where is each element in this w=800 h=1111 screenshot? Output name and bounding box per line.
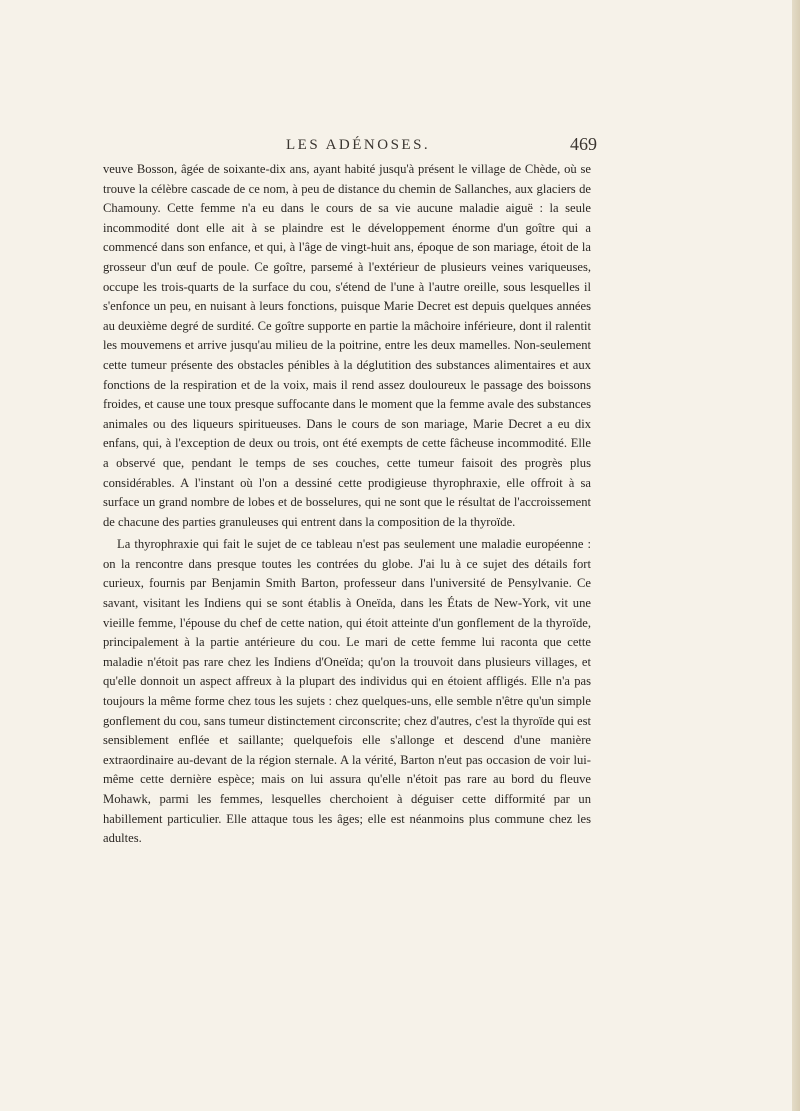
- running-head: [0, 133, 792, 159]
- running-title: LES ADÉNOSES.: [286, 137, 431, 153]
- body-text: [103, 160, 591, 849]
- paragraph-1: veuve Bosson, âgée de soixante-dix ans, ayant habité jusqu'à présent le village de Chède, où se trouve la célèbre cascade de ce nom, à peu de distance du chemin de Sallanches, aux glaciers de Chamouny. Cette femme n'a eu dans le cours de sa vie aucune maladie aiguë : la seule incommodité dont elle ait à se plaindre est le développement énorme d'un goître qui a commencé dans son enfance, et qui, à l'âge de vingt-huit ans, époque de son mariage, étoit de la grosseur d'un œuf de poule. Ce goître, parsemé à l'extérieur de plusieurs veines variqueuses, occupe les trois-quarts de la surface du cou, s'étend de l'une à l'autre oreille, sous lesquelles il s'enfonce un peu, en nuisant à leurs fonctions, puisque Marie Decret est depuis quelques années au deuxième degré de surdité. Ce goître supporte en partie la mâchoire inférieure, dont il ralentit les mouvemens et arrive jusqu'au milieu de la poitrine, entre les deux mamelles. Non-seulement cette tumeur présente des obstacles pénibles à la déglutition des substances alimentaires et aux fonctions de la respiration et de la voix, mais il rend assez douloureux le passage des boissons froides, et cause une toux presque suffocante dans le moment que la femme avale des substances animales ou des liqueurs spiritueuses. Dans le cours de son mariage, Marie Decret a eu dix enfans, qui, à l'exception de deux ou trois, ont été exempts de cette fâcheuse incommodité. Elle a observé que, pendant le temps de ses couches, cette tumeur faisoit des progrès plus considérables. A l'instant où l'on a dessiné cette prodigieuse thyrophraxie, elle offroit à sa surface un grand nombre de lobes et de bosselures, qui ne sont que le résultat de l'accroissement de chacune des parties granuleuses qui entrent dans la composition de la thyroïde.: [103, 162, 591, 529]
- paragraph-2: La thyrophraxie qui fait le sujet de ce tableau n'est pas seulement une maladie européenne : on la rencontre dans presque toutes les contrées du globe. J'ai lu à ce sujet des détails fort curieux, fournis par Benjamin Smith Barton, professeur dans l'université de Pensylvanie. Ce savant, visitant les Indiens qui se sont établis à Oneïda, dans les États de New-York, vit une vieille femme, l'épouse du chef de cette nation, qui étoit atteinte d'un gonflement de la thyroïde, principalement à la partie antérieure du cou. Le mari de cette femme lui raconta que cette maladie n'étoit pas rare chez les Indiens d'Oneïda; qu'on la trouvoit dans plusieurs villages, et qu'elle donnoit un aspect affreux à la plupart des individus qui en étoient affligés. Elle n'a pas toujours la même forme chez tous les sujets : chez quelques-uns, elle semble n'être qu'un simple gonflement du cou, sans tumeur distinctement circonscrite; chez d'autres, c'est la thyroïde qui est sensiblement enflée et saillante; quelquefois elle s'allonge et descend d'une manière extraordinaire au-devant de la région sternale. A la vérité, Barton n'eut pas occasion de voir lui-même cette dernière espèce; mais on lui assura qu'elle n'étoit pas rare au bord du fleuve Mohawk, parmi les femmes, lesquelles cherchoient à déguiser cette difformité par un habillement particulier. Elle attaque tous les âges; elle est néanmoins plus commune chez les adultes.: [103, 537, 591, 846]
- page-edge: [792, 0, 800, 1111]
- page-number: 469: [570, 134, 597, 154]
